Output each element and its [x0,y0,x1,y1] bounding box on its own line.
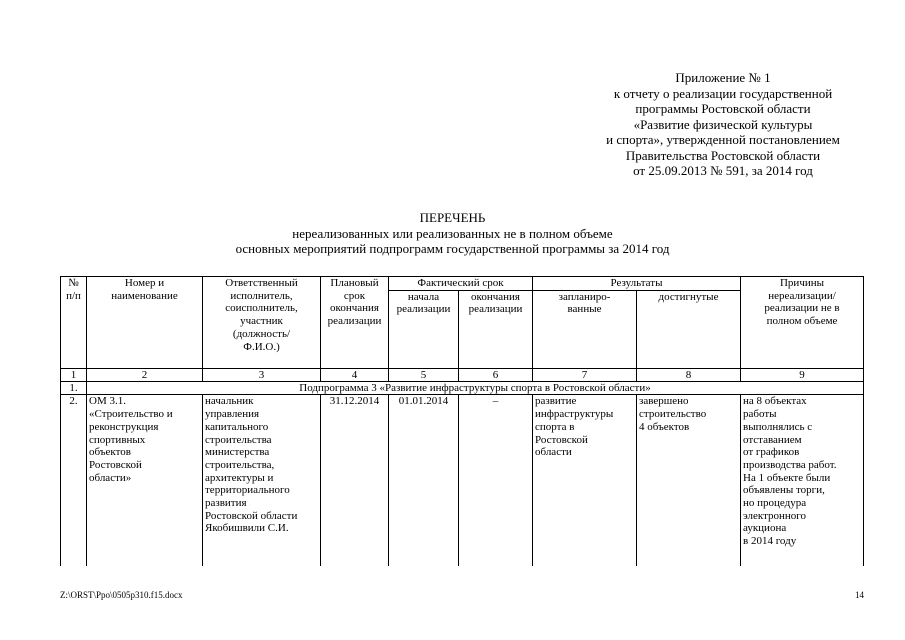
row-num: 2. [61,395,87,567]
title-heading: ПЕРЕЧЕНЬ [419,210,486,225]
header-actual-end: окончания реализации [459,290,533,368]
document-title [0,210,905,257]
appendix-line: и спорта», утвержденной постановлением [606,132,840,147]
header-results-group: Результаты [533,277,741,291]
row-responsible: начальник управления капитального строительства министерства строительства, архитектуры и территориального развития Ростовской области Якобишвили С.И. [203,395,321,567]
appendix-line: Приложение № 1 [675,70,771,85]
row-result-achieved: завершено строительство 4 объектов [637,395,741,567]
page-number: 14 [855,590,864,600]
header-results-achieved: достигнутые [637,290,741,368]
appendix-line: программы Ростовской области [635,101,811,116]
file-path: Z:\ORST\Ppo\0505p310.f15.docx [60,590,183,600]
column-number: 3 [203,368,321,381]
column-number: 9 [741,368,864,381]
row-name: ОМ 3.1. «Строительство и реконструкция спортивных объектов Ростовской области» [87,395,203,567]
column-number-row [61,368,864,381]
column-number: 1 [61,368,87,381]
appendix-line: к отчету о реализации государственной [613,85,833,101]
appendix-line: от 25.09.2013 № 591, за 2014 год [633,163,813,178]
header-num: № п/п [61,277,87,369]
appendix-block [578,70,868,179]
column-number: 7 [533,368,637,381]
column-number: 5 [389,368,459,381]
column-number: 4 [321,368,389,381]
header-actual-start: начала реализации [389,290,459,368]
title-line-1: нереализованных или реализованных не в полном объеме [292,225,613,241]
header-name: Номер и наименование [87,277,203,369]
row-actual-end: – [459,395,533,567]
activities-table [60,276,864,566]
header-responsible: Ответственный исполнитель, соисполнитель, участник (должность/ Ф.И.О.) [203,277,321,369]
header-planned-end: Плановый срок окончания реализации [321,277,389,369]
header-actual-group: Фактический срок [389,277,533,291]
column-number: 6 [459,368,533,381]
appendix-line: Правительства Ростовской области [625,147,821,163]
column-number: 2 [87,368,203,381]
column-number: 8 [637,368,741,381]
row-reasons: на 8 объектах работы выполнялись с отставанием от графиков производства работ. На 1 объекте были объявлены торги, но процедура электронного аукциона в 2014 году [741,395,864,567]
title-line-2: основных мероприятий подпрограмм государственной программы за 2014 год [235,241,670,256]
appendix-line: «Развитие физической культуры [633,116,813,132]
row-result-planned: развитие инфраструктуры спорта в Ростовской области [533,395,637,567]
header-results-planned: запланиро- ванные [533,290,637,368]
subprogram-row [61,381,864,395]
subprogram-label: Подпрограмма 3 «Развитие инфраструктуры спорта в Ростовской области» [87,381,864,395]
row-planned-end: 31.12.2014 [321,395,389,567]
row-actual-start: 01.01.2014 [389,395,459,567]
subprogram-num: 1. [61,381,87,395]
table-row [61,395,864,567]
header-reasons: Причины нереализации/ реализации не в полном объеме [741,277,864,369]
